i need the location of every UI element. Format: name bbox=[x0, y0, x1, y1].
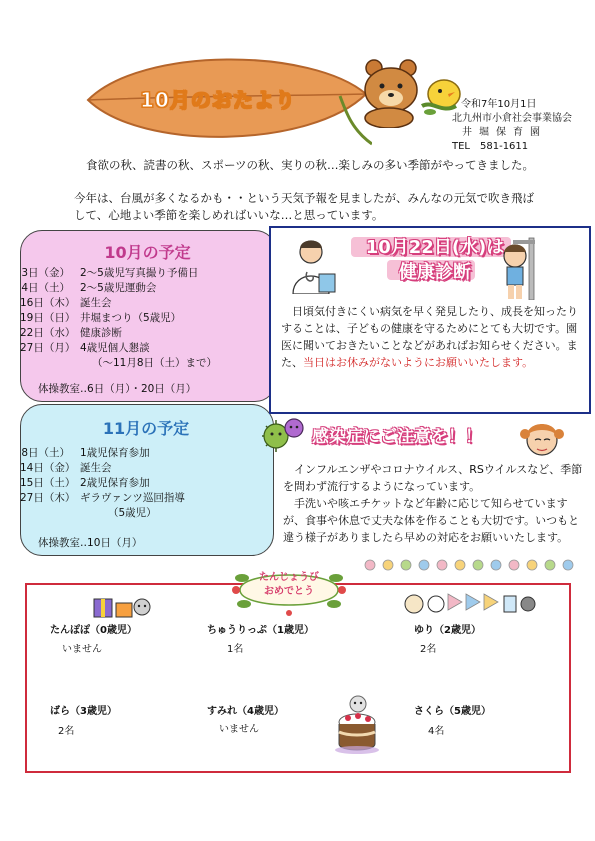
schedule-row bbox=[20, 476, 185, 491]
schedule-event: ギラヴァンツ巡回指導 bbox=[80, 492, 185, 504]
schedule-date: 16日（木） bbox=[20, 297, 76, 309]
checkup-title-event: 健康診断 bbox=[399, 262, 471, 283]
schedule-event: 1歳児保育参加 bbox=[80, 447, 150, 459]
schedule-row bbox=[20, 491, 185, 506]
schedule-row-note bbox=[20, 506, 185, 521]
party-animals-icon bbox=[400, 590, 540, 616]
schedule-date: 19日（日） bbox=[20, 312, 76, 324]
nursery-name: 井堀保育園 bbox=[462, 127, 547, 138]
infection-warning-title: 感染症にご注意を！！ bbox=[312, 427, 482, 447]
class-count-tulip: 1名 bbox=[227, 644, 244, 655]
schedule-row bbox=[20, 296, 217, 311]
schedule-note: （～11月8日（土）まで） bbox=[92, 357, 218, 369]
birthday-cake-icon bbox=[328, 694, 386, 756]
schedule-date: 27日（月） bbox=[20, 342, 76, 354]
class-count-sakura: 4名 bbox=[428, 726, 445, 737]
schedule-event: 2歳児保育参加 bbox=[80, 477, 150, 489]
schedule-date: 8日（土） bbox=[21, 447, 70, 459]
schedule-row bbox=[20, 341, 217, 356]
banner-line-1: たんじょうび bbox=[259, 572, 319, 583]
infection-paragraph-1: インフルエンザやコロナウイルス、RSウイルスなど、季節を問わず流行するようになっています。 bbox=[283, 463, 583, 493]
schedule-date: 27日（木） bbox=[20, 492, 76, 504]
doctor-icon bbox=[285, 236, 341, 294]
checkup-title-date: 10月22日(水)は bbox=[365, 237, 505, 258]
checkup-highlight: 当日はお休みがないようにお願いいたします。 bbox=[303, 356, 534, 369]
class-count-tanpopo: いません bbox=[62, 644, 102, 655]
class-name-bara: ばら（3歳児） bbox=[50, 706, 117, 717]
schedule-event: 健康診断 bbox=[80, 327, 122, 339]
november-gym-class: 体操教室‥10日（月） bbox=[38, 537, 143, 549]
schedule-event: 誕生会 bbox=[80, 462, 112, 474]
checkup-body-text bbox=[281, 303, 581, 371]
banner-line-2: おめでとう bbox=[264, 586, 314, 597]
schedule-date: 15日（土） bbox=[20, 477, 76, 489]
child-measuring-height-icon bbox=[491, 236, 541, 300]
schedule-date: 14日（金） bbox=[20, 462, 76, 474]
schedule-note: （5歳児） bbox=[108, 507, 157, 519]
class-count-sumire: いません bbox=[219, 724, 259, 735]
schedule-row-note bbox=[20, 356, 217, 371]
issue-date: 令和7年10月1日 bbox=[461, 99, 537, 110]
infection-paragraph-2: 手洗いや咳エチケットなど年齢に応じて知らせていますが、食事や休息で丈夫な体を作ることも大切です。いつもと違う様子がありましたら早めの対応をお願いいたします。 bbox=[283, 497, 580, 544]
sick-girl-icon bbox=[517, 416, 567, 460]
schedule-row bbox=[20, 461, 185, 476]
october-gym-class: 体操教室‥6日（月）・20日（月） bbox=[38, 383, 197, 395]
schedule-row bbox=[20, 281, 217, 296]
schedule-row bbox=[20, 311, 217, 326]
schedule-date: 4日（土） bbox=[21, 282, 70, 294]
october-schedule-list bbox=[20, 266, 217, 371]
intro-paragraph-2: 今年は、台風が多くなるかも・・という天気予報を見ましたが、みんなの元気で吹き飛ばして、心地よい季節を楽しめればいいな…と思っています。 bbox=[74, 191, 534, 222]
page-title: 10月のおたより bbox=[140, 88, 296, 112]
schedule-event: 4歳児個人懇談 bbox=[80, 342, 150, 354]
schedule-row bbox=[20, 266, 217, 281]
checkup-body: 日頃気付きにくい病気を早く発見したり、成長を知ったりすることは、子どもの健康を守るためにとても大切です。園医に聞いておきたいことなどがあればお知らせください。また、 bbox=[281, 305, 578, 369]
schedule-event: 2～5歳児写真撮り予備日 bbox=[80, 267, 199, 279]
schedule-event: 誕生会 bbox=[80, 297, 112, 309]
association-name: 北九州市小倉社会事業協会 bbox=[452, 113, 572, 124]
class-count-yuri: 2名 bbox=[420, 644, 437, 655]
gift-boxes-icon bbox=[92, 589, 158, 619]
class-name-yuri: ゆり（2歳児） bbox=[414, 625, 481, 636]
birthday-banner-text bbox=[236, 571, 342, 599]
october-schedule-title: 10月の予定 bbox=[104, 243, 191, 262]
november-schedule-list bbox=[20, 446, 185, 521]
class-name-tulip: ちゅうりっぷ（1歳児） bbox=[207, 625, 314, 636]
intro-paragraph-1: 食欲の秋、読書の秋、スポーツの秋、実りの秋…楽しみの多い季節がやってきました。 bbox=[86, 158, 535, 172]
telephone: TEL 581-1611 bbox=[452, 141, 529, 152]
schedule-event: 井堀まつり（5歳児） bbox=[80, 312, 182, 324]
schedule-event: 2～5歳児運動会 bbox=[80, 282, 157, 294]
class-name-sumire: すみれ（4歳児） bbox=[207, 706, 284, 717]
class-count-bara: 2名 bbox=[58, 726, 75, 737]
class-name-tanpopo: たんぽぽ（0歳児） bbox=[50, 625, 137, 636]
schedule-row bbox=[20, 446, 185, 461]
schedule-date: 3日（金） bbox=[21, 267, 70, 279]
infection-body-text bbox=[283, 461, 583, 546]
virus-icon bbox=[258, 412, 308, 458]
schedule-date: 22日（水） bbox=[20, 327, 76, 339]
november-schedule-title: 11月の予定 bbox=[102, 419, 190, 438]
class-name-sakura: さくら（5歳児） bbox=[414, 706, 491, 717]
schedule-row bbox=[20, 326, 217, 341]
